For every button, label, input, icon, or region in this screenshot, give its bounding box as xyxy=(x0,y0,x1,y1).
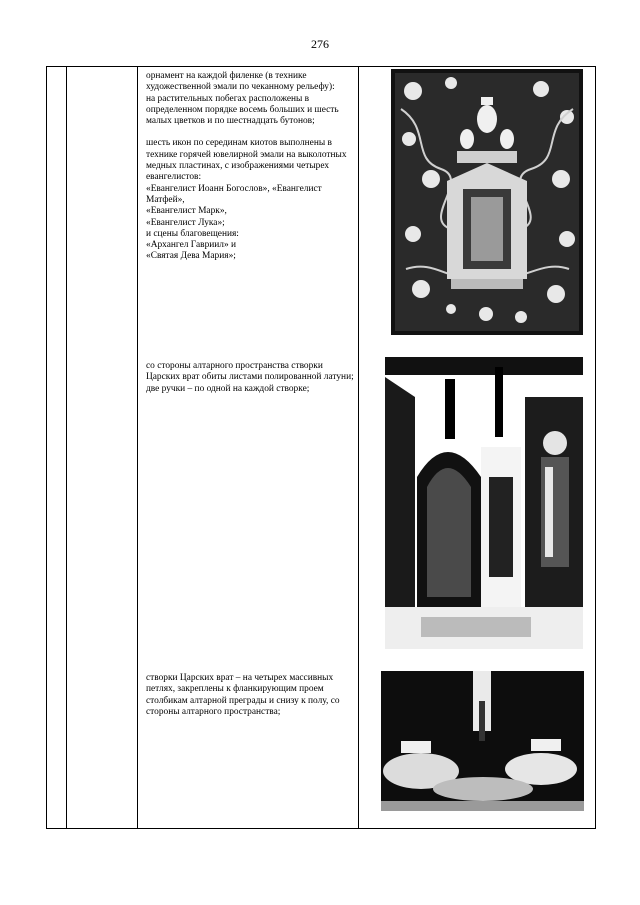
gate-hinges-detail-photo xyxy=(381,671,584,811)
row-3-paragraph-1: створки Царских врат – на четырех массивных петлях, закреплены к фланкирующим проем столбикам алтарной преграды и снизу к полу, со стороны алтарного пространства; xyxy=(146,673,340,717)
enamel-icon-panel-photo xyxy=(391,69,583,335)
row-2-text xyxy=(146,361,358,395)
row-1-paragraph-6: «Евангелист Лука»; xyxy=(146,217,225,228)
column-divider xyxy=(137,67,138,828)
row-1-paragraph-3: шесть икон по серединам киотов выполнены в технике горячей ювелирной эмали на выколотных медных пластинах, с изображениями четырех евангелистов: xyxy=(146,138,347,183)
row-1-paragraph-8: «Архангел Гавриил» и xyxy=(146,240,237,251)
row-1-paragraph-2: на растительных побегах расположены в определенном порядке восемь больших и шесть малых цветков и по шестнадцать бутонов; xyxy=(146,93,339,127)
document-table xyxy=(46,66,596,829)
row-1-paragraph-5: «Евангелист Марк», xyxy=(146,206,227,217)
row-1-paragraph-9: «Святая Дева Мария»; xyxy=(146,251,236,262)
row-1-text xyxy=(146,71,358,263)
page-number: 276 xyxy=(311,37,329,51)
row-2-paragraph-2: две ручки – по одной на каждой створке; xyxy=(146,383,310,394)
altar-interior-arch-photo xyxy=(385,357,583,649)
column-divider xyxy=(66,67,67,828)
column-divider xyxy=(358,67,359,828)
row-1-paragraph-1: орнамент на каждой филенке (в технике художественной эмали по чеканному рельефу): xyxy=(146,71,335,93)
row-2-paragraph-1: со стороны алтарного пространства створки Царских врат обиты листами полированной латуни; xyxy=(146,361,354,383)
row-1-paragraph-7: и сцены благовещения: xyxy=(146,228,239,239)
row-3-text xyxy=(146,673,358,718)
row-1-paragraph-4: «Евангелист Иоанн Богослов», «Евангелист Матфей», xyxy=(146,183,322,205)
